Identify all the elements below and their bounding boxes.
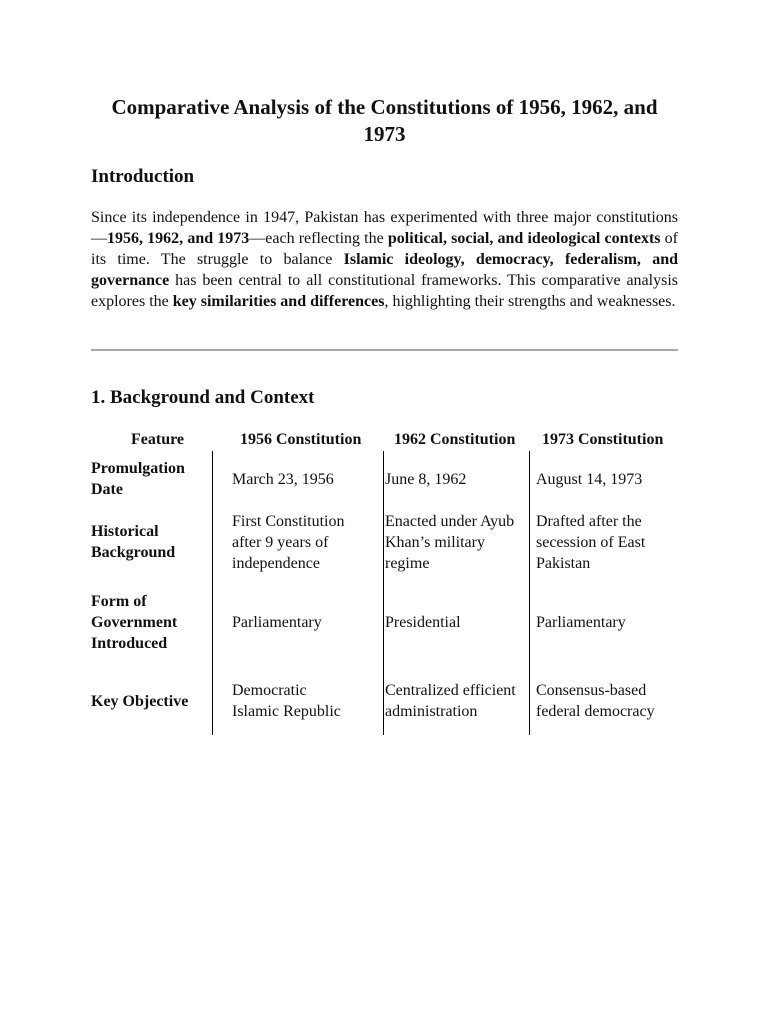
cell-1956: March 23, 1956	[212, 451, 352, 507]
cell-1956: Parliamentary	[212, 577, 352, 667]
cell-1956: First Constitution after 9 years of independence	[212, 507, 352, 577]
section-heading-background: 1. Background and Context	[91, 387, 315, 408]
table-row	[91, 577, 678, 667]
intro-text-run: , highlighting their strengths and weaknesses.	[384, 293, 676, 310]
row-feature-label: Historical Background	[91, 523, 176, 561]
header-1962: 1962 Constitution	[394, 431, 516, 448]
cell-1962: Presidential	[383, 577, 528, 667]
document-title: Comparative Analysis of the Constitutions of 1956, 1962, and 1973	[111, 95, 658, 146]
table-row	[91, 507, 678, 577]
horizontal-divider	[91, 349, 678, 351]
table-header-row	[91, 427, 678, 451]
header-1973: 1973 Constitution	[542, 431, 664, 448]
cell-1973: August 14, 1973	[529, 451, 678, 507]
intro-bold-phrase: political, social, and ideological contexts	[387, 230, 661, 247]
introduction-paragraph	[91, 207, 678, 312]
row-feature-label: Promulgation Date	[91, 460, 185, 498]
cell-1956: Democratic Islamic Republic	[212, 667, 352, 735]
table-row	[91, 667, 678, 735]
row-feature-label: Form of Government Introduced	[91, 592, 178, 652]
intro-bold-phrase: Islamic ideology, democracy, federalism, and governance	[91, 251, 678, 289]
introduction-heading: Introduction	[91, 166, 195, 187]
header-feature: Feature	[131, 431, 185, 448]
cell-1973: Drafted after the secession of East Pakistan	[529, 507, 678, 577]
intro-text-run: Since its independence in 1947, Pakistan has experimented with three major constitutions—	[91, 209, 678, 247]
cell-1973: Parliamentary	[529, 577, 678, 667]
table-row	[91, 451, 678, 507]
comparison-table	[91, 427, 678, 735]
intro-bold-phrase: 1956, 1962, and 1973	[107, 230, 250, 247]
intro-text-run: —each reflecting the	[249, 230, 388, 247]
cell-1962: Centralized efficient administration	[383, 667, 528, 735]
intro-bold-phrase: key similarities and differences	[172, 293, 385, 310]
cell-1973: Consensus-based federal democracy	[529, 667, 678, 735]
row-feature-label: Key Objective	[91, 692, 189, 710]
cell-1962: June 8, 1962	[383, 451, 528, 507]
intro-text-run: of its time. The struggle to balance	[91, 230, 678, 268]
header-1956: 1956 Constitution	[240, 431, 362, 448]
cell-1962: Enacted under Ayub Khan’s military regime	[383, 507, 528, 577]
intro-text-run: has been central to all constitutional frameworks. This comparative analysis explores the	[91, 272, 678, 310]
